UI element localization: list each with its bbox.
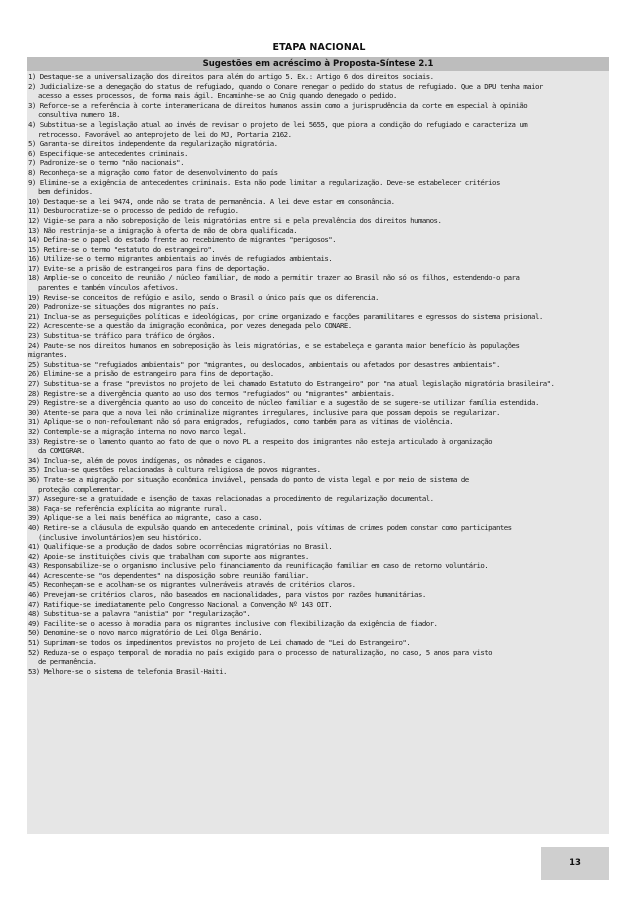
suggestion-line: 53) Melhore-se o sistema de telefonia Brasil-Haiti. [28,666,227,676]
suggestion-line: retrocesso. Favorável ao anteprojeto de lei do MJ, Portaria 2162. [38,129,292,139]
suggestion-line: 16) Utilize-se o termo migrantes ambientais ao invés de refugiados ambientais. [28,254,333,264]
suggestion-line: 6) Especifique-se antecedentes criminais. [28,148,188,158]
suggestion-line: 44) Acrescente-se "os dependentes" na disposição sobre reunião familiar. [28,570,309,580]
suggestion-line: 34) Inclua-se, além de povos indígenas, os nômades e ciganos. [28,455,266,465]
suggestion-line: migrantes. [28,350,67,360]
suggestion-line: 8) Reconheça-se a migração como fator de desenvolvimento do país [28,167,278,177]
suggestion-line: 47) Ratifique-se imediatamente pelo Congresso Nacional a Convenção Nº 143 OIT. [28,599,333,609]
suggestion-line: 14) Defina-se o papel do estado frente ao recebimento de migrantes "perigosos". [28,235,337,245]
suggestion-line: 23) Substitua-se tráfico para tráfico de órgãos. [28,331,216,341]
suggestion-line: 38) Faça-se referência explícita ao migrante rural. [28,503,227,513]
suggestion-line: consultiva numero 18. [38,110,120,120]
suggestion-line: parentes e também vínculos afetivos. [38,283,179,293]
suggestion-line: de permanência. [38,657,97,667]
suggestion-line: 48) Substitua-se a palavra "anistia" por "regularização". [28,609,251,619]
suggestion-line: 22) Acrescente-se a questão da imigração econômica, por vezes denegada pelo CONARE. [28,321,352,331]
suggestion-line: 41) Qualifique-se a produção de dados sobre ocorrências migratórias no Brasil. [28,542,333,552]
suggestion-line: acesso a esses processos, de forma mais ágil. Encaminhe-se ao Cnig quando denegado o pedido. [38,91,397,101]
suggestion-line: 2) Judicialize-se a denegação do status de refugiado, quando o Conare renegar o pedido do status de refugiado. Que a DPU tenha maior [28,81,543,91]
suggestion-line: 45) Reconheçam-se e acolham-se os migrantes vulneráveis através de critérios claros. [28,580,356,590]
suggestion-line: 35) Inclua-se questões relacionadas à cultura religiosa de povos migrantes. [28,465,321,475]
suggestion-line: 20) Padronize-se situações dos migrantes no país. [28,302,220,312]
suggestion-line: 3) Reforce-se a referência à corte interamericana de direitos humanos assim como a jurisprudência da corte em especial à opinião [28,100,528,110]
suggestion-line: 9) Elimine-se a exigência de antecedentes criminais. Esta não pode limitar a regularização. Deve-se estabelecer critérios [28,177,500,187]
content-box [27,57,609,834]
suggestion-line: 7) Padronize-se o termo "não nacionais". [28,158,184,168]
suggestion-line: 26) Elimine-se a prisão de estrangeiro para fins de deportação. [28,369,274,379]
suggestion-line: 12) Vigie-se para a não sobreposição de leis migratórias entre si e pela prevalência dos direitos humanos. [28,215,442,225]
suggestion-line: 17) Evite-se a prisão de estrangeiros para fins de deportação. [28,263,270,273]
suggestion-line: 15) Retire-se o termo "estatuto do estrangeiro". [28,244,216,254]
suggestion-line: 32) Contemple-se a migração interna no novo marco legal. [28,426,247,436]
suggestion-line: 37) Assegure-se a gratuidade e isenção de taxas relacionadas a procedimento de regularização documental. [28,494,434,504]
suggestion-line: bem definidos. [38,187,93,197]
page-number-box [541,847,609,880]
suggestion-line: 31) Aplique-se o non-refoulemant não só para emigrados, refugiados, como também para as vítimas de violência. [28,417,454,427]
suggestion-line: 39) Aplique-se a lei mais benéfica ao migrante, caso a caso. [28,513,262,523]
suggestion-line: 18) Amplie-se o conceito de reunião / núcleo familiar, de modo a permitir trazer ao Brasil não só os filhos, estendendo-o para [28,273,520,283]
suggestion-line: 36) Trate-se a migração por situação econômica inviável, pensada do ponto de vista legal e por meio de sistema de [28,474,469,484]
suggestion-line: 28) Registre-se a divergência quanto ao uso dos termos "refugiados" ou "migrantes" ambientais. [28,388,395,398]
page-title: ETAPA NACIONAL [272,42,366,53]
suggestion-line: 49) Facilite-se o acesso à moradia para os migrantes inclusive com flexibilização da exigência de fiador. [28,618,438,628]
suggestion-line: 4) Substitua-se a legislação atual ao invés de revisar o projeto de lei 5655, que piora a condição do refugiado e caracteriza um [28,119,528,129]
page-number: 13 [569,858,581,868]
suggestion-line: 29) Registre-se a divergência quanto ao uso do conceito de núcleo familiar e a sugestão de se sugere-se utilizar família estendida. [28,398,539,408]
suggestion-line: 13) Não restrinja-se a imigração à oferta de mão de obra qualificada. [28,225,298,235]
suggestion-line: da COMIGRAR. [38,446,85,456]
suggestion-line: 10) Destaque-se a lei 9474, onde não se trata de permanência. A lei deve estar em consonância. [28,196,395,206]
suggestion-line: proteção complementar. [38,484,124,494]
suggestion-line: (inclusive involuntários)em seu histórico. [38,532,202,542]
suggestion-line: 25) Substitua-se "refugiados ambientais" por "migrantes, ou deslocados, ambientais ou afetados por desastres ambientais". [28,359,500,369]
suggestion-line: 43) Responsabilize-se o organismo inclusive pelo financiamento da reunificação familiar em caso de retorno voluntário. [28,561,489,571]
suggestion-line: 5) Garanta-se direitos independente da regularização migratória. [28,139,278,149]
suggestion-line: 33) Registre-se o lamento quanto ao fato de que o novo PL a respeito dos imigrantes não esteja articulado à organização [28,436,493,446]
suggestion-line: 24) Paute-se nos direitos humanos em sobreposição às leis migratórias, e se estabeleça e garanta maior benefício às populações [28,340,520,350]
suggestion-line: 1) Destaque-se a universalização dos direitos para além do artigo 5. Ex.: Artigo 6 dos direitos sociais. [28,72,434,81]
suggestion-line: 27) Substitua-se a frase "previstos no projeto de lei chamado Estatuto do Estrangeiro" por "na atual legislação migratória brasileira". [28,379,555,388]
suggestion-line: 21) Inclua-se as perseguições políticas e ideológicas, por crime organizado e facções paramilitares e egressos do sistema prisional. [28,311,543,321]
suggestion-line: 51) Suprimam-se todos os impedimentos previstos no projeto de Lei chamado de "Lei do Estrangeiro". [28,638,411,648]
suggestion-line: 30) Atente-se para que a nova lei não criminalize migrantes irregulares, inclusive para que possam depois se regularizar. [28,407,500,417]
suggestion-line: 50) Denomine-se o novo marco migratório de Lei Olga Benário. [28,628,262,638]
suggestion-line: 19) Revise-se conceitos de refúgio e asilo, sendo o Brasil o único país que os diferencia. [28,292,379,302]
suggestions-list [27,71,609,676]
suggestion-line: 46) Prevejam-se critérios claros, não baseados em nacionalidades, para vistos por razões humanitárias. [28,590,426,600]
suggestion-line: 42) Apoie-se instituições civis que trabalham com suporte aos migrantes. [28,551,309,561]
suggestion-line: 52) Reduza-se o espaço temporal de moradia no país exigido para o processo de naturalização, no caso, 5 anos para visto [28,647,493,657]
suggestion-line: 11) Desburocratize-se o processo de pedido de refugio. [28,206,239,216]
section-header: Sugestões em acréscimo à Proposta-Síntese 2.1 [27,57,609,71]
suggestion-line: 40) Retire-se a cláusula de expulsão quando em antecedente criminal, pois vítimas de crimes podem constar como participantes [28,522,512,532]
